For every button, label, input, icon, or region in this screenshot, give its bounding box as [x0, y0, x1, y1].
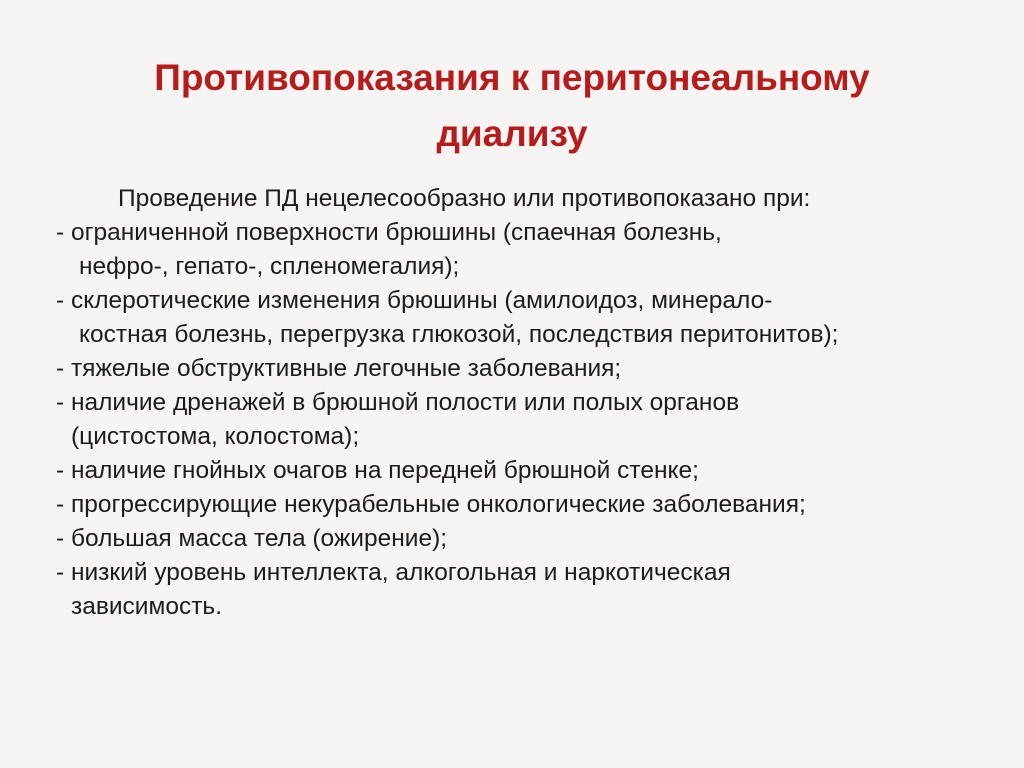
contraindication-line: - ограниченной поверхности брюшины (спаечная болезнь, [56, 219, 722, 246]
contraindication-item [56, 284, 996, 352]
contraindication-line: - склеротические изменения брюшины (амилоидоз, минерало- [56, 287, 773, 314]
contraindication-line: - наличие гнойных очагов на передней брюшной стенке; [56, 457, 699, 484]
contraindication-item [56, 454, 996, 488]
contraindication-line: - прогрессирующие некурабельные онкологические заболевания; [56, 491, 806, 518]
contraindication-item [56, 522, 996, 556]
contraindication-item [56, 352, 996, 386]
slide-title [60, 50, 964, 162]
contraindication-line-continued: костная болезнь, перегрузка глюкозой, последствия перитонитов); [79, 321, 839, 348]
contraindication-line-continued: (цистостома, колостома); [71, 423, 360, 450]
contraindication-item [56, 216, 996, 284]
contraindication-line: - наличие дренажей в брюшной полости или полых органов [56, 389, 740, 416]
slide-title-line: диализу [436, 113, 588, 154]
contraindication-item [56, 488, 996, 522]
slide-body [56, 182, 996, 624]
contraindication-line: - большая масса тела (ожирение); [56, 525, 448, 552]
intro-text: Проведение ПД нецелесообразно или противопоказано при: [118, 185, 811, 212]
contraindication-line: - тяжелые обструктивные легочные заболевания; [56, 355, 622, 382]
contraindication-item [56, 386, 996, 454]
contraindication-line-continued: зависимость. [71, 593, 223, 620]
contraindication-line: - низкий уровень интеллекта, алкогольная и наркотическая [56, 559, 731, 586]
slide-title-line: Противопоказания к перитонеальному [154, 57, 870, 98]
contraindication-line-continued: нефро-, гепато-, спленомегалия); [79, 253, 460, 280]
contraindication-item [56, 556, 996, 624]
